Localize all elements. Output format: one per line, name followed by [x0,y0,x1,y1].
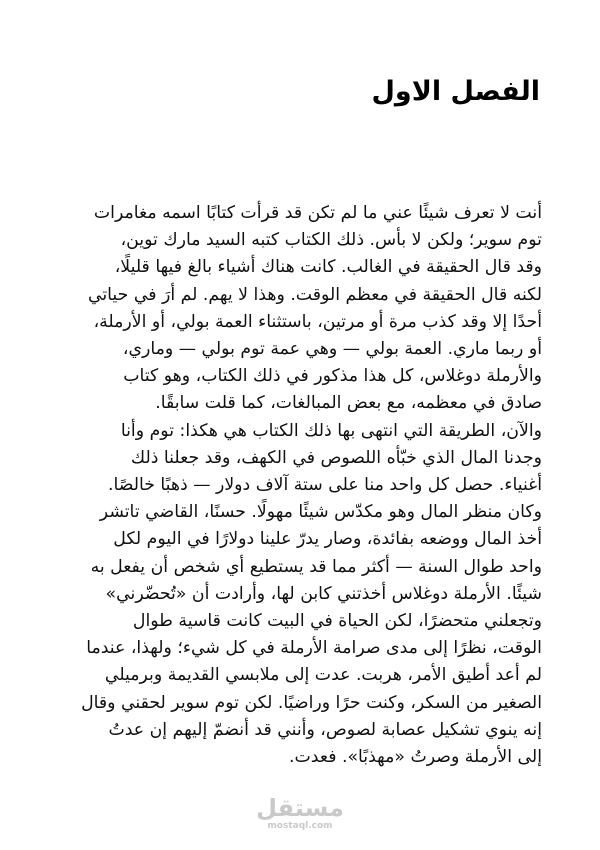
text-line: وجدنا المال الذي خبّأه اللصوص في الكهف، وقد جعلنا ذلك [130,447,542,468]
watermark-url: mostaql.com [267,821,333,831]
text-line: إلى الأرملة وصرتُ «مهذبًا». فعدت. [289,747,542,768]
text-line: إنه ينوي تشكيل عصابة لصوص، وأنني قد أنضمّ إليهم إن عدتُ [108,719,542,740]
chapter-title: الفصل الاول [371,76,540,107]
text-line: والآن، الطريقة التي انتهى بها ذلك الكتاب هي هكذا: توم وأنا [120,420,542,441]
watermark-logo: مستقل [256,794,344,822]
text-line: وقد قال الحقيقة في الغالب. كانت هناك أشياء بالغ فيها قليلًا، [114,257,542,278]
text-line: أنت لا تعرف شيئًا عني ما لم تكن قد قرأت كتابًا اسمه مغامرات [93,203,542,223]
text-line: توم سوير؛ ولكن لا بأس. ذلك الكتاب كتبه السيد مارك توين، [120,230,542,251]
text-line: شيئًا. الأرملة دوغلاس أخذتني كابن لها، وأرادت أن «تُحضّرني» [105,583,542,604]
text-line: لكنه قال الحقيقة في معظم الوقت. وهذا لا يهم. لم أرَ في حياتي [87,284,542,305]
text-line: أو ربما ماري. العمة بولي — وهي عمة توم بولي — وماري، [122,339,542,360]
text-line: والأرملة دوغلاس، كل هذا مذكور في ذلك الكتاب، وهو كتاب [123,366,542,387]
watermark [0,795,600,831]
text-line: وكان منظر المال وهو مكدّس شيئًا مهولًا. حسنًا، القاضي تاتشر [99,502,542,523]
text-line: الوقت، نظرًا إلى مدى صرامة الأرملة في كل شيء؛ ولهذا، عندما [86,638,542,659]
text-line: أخذ المال ووضعه بفائدة، وصار يدرّ علينا دولارًا في اليوم لكل [113,529,542,550]
text-line: الصغير من السكر، وكنت حرًا وراضيًا. لكن توم سوير لحقني وقال [81,692,542,713]
text-line: أغنياء. حصل كل واحد منا على ستة آلاف دولار — ذهبًا خالصًا. [107,475,542,496]
text-line: أحدًا إلا وقد كذب مرة أو مرتين، باستثناء العمة بولي، أو الأرملة، [93,311,542,332]
text-line: لم أعد أطيق الأمر، هربت. عدت إلى ملابسي القديمة وبرميلي [104,665,542,686]
text-line: واحد طوال السنة — أكثر مما قد يستطيع أي شخص أن يفعل به [90,556,542,577]
chapter-body [42,200,542,771]
text-line: وتجعلني متحضرًا، لكن الحياة في البيت كانت قاسية طوال [132,611,542,632]
text-line: صادق في معظمه، مع بعض المبالغات، كما قلت سابقًا. [155,393,542,414]
